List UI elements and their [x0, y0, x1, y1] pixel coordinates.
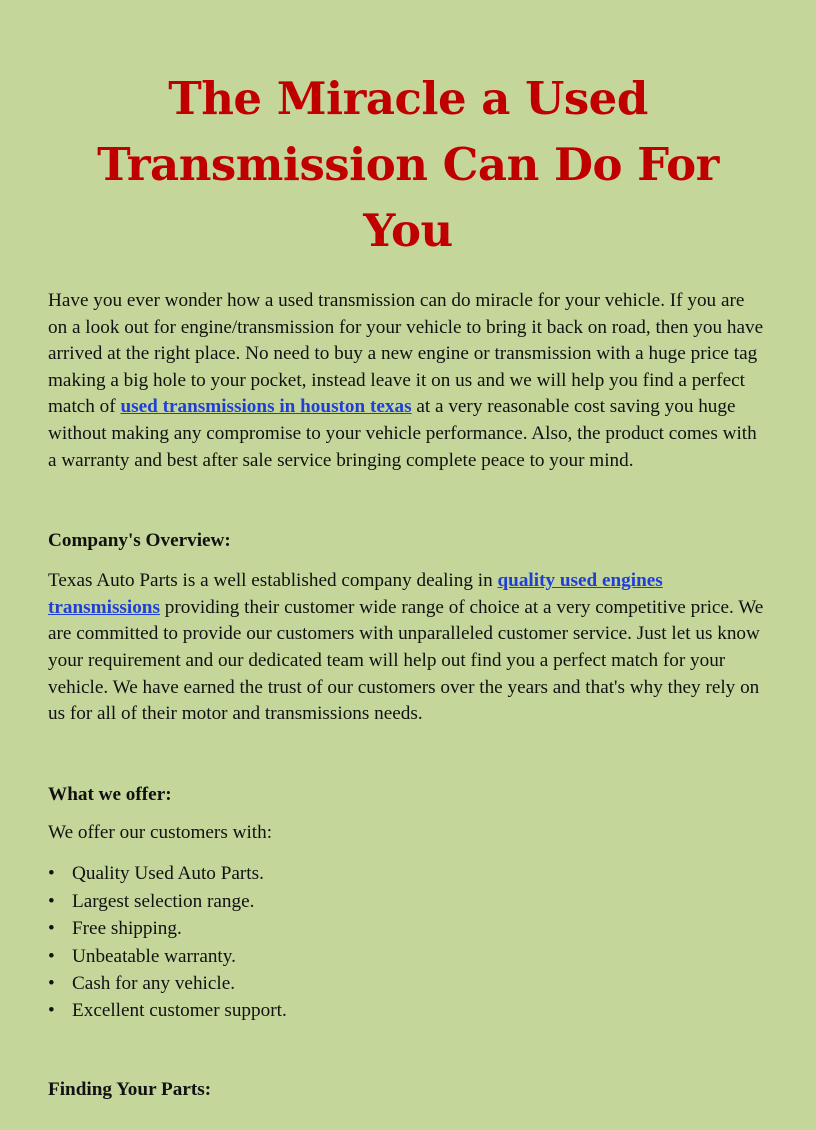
list-item — [48, 888, 768, 915]
list-item — [48, 970, 768, 997]
overview-heading: Company's Overview: — [48, 530, 231, 552]
bullet-icon: • — [48, 972, 55, 994]
bullet-icon: • — [48, 863, 55, 885]
offer-list — [48, 860, 768, 1024]
list-item-text: Unbeatable warranty. — [72, 945, 236, 967]
bullet-icon: • — [48, 1000, 55, 1022]
overview-paragraph — [48, 568, 768, 728]
list-item — [48, 860, 768, 887]
used-transmissions-link[interactable]: used transmissions in houston texas — [120, 396, 412, 418]
list-item-text: Quality Used Auto Parts. — [72, 863, 264, 885]
list-item-text: Free shipping. — [72, 918, 182, 940]
offer-lead: We offer our customers with: — [48, 821, 273, 843]
quality-used-engines-link[interactable]: quality used engines transmissions — [48, 570, 663, 618]
intro-paragraph — [48, 288, 768, 474]
finding-heading: Finding Your Parts: — [48, 1078, 212, 1100]
bullet-icon: • — [48, 890, 55, 912]
list-item — [48, 997, 768, 1024]
list-item — [48, 943, 768, 970]
overview-text-start: Texas Auto Parts is a well established company dealing in — [48, 570, 498, 592]
page-title: The Miracle a Used Transmission Can Do For You — [97, 72, 719, 257]
intro-text-end: at a very reasonable cost saving you huge without making any compromise to your vehicle performance. Also, the product comes with a warranty and best after sale service bringing complete peace to your mind. — [48, 396, 757, 471]
bullet-icon: • — [48, 918, 55, 940]
list-item-text: Excellent customer support. — [72, 1000, 287, 1022]
list-item-text: Cash for any vehicle. — [72, 972, 236, 994]
intro-text-start: Have you ever wonder how a used transmission can do miracle for your vehicle. If you are on a look out for engine/transmission for your vehicle to bring it back on road, then you have arrived at the right place. No need to buy a new engine or transmission with a huge price tag making a big hole to your pocket, instead leave it on us and we will help you find a perfect match of — [48, 290, 764, 418]
list-item — [48, 915, 768, 942]
list-item-text: Largest selection range. — [72, 890, 255, 912]
overview-text-end: providing their customer wide range of choice at a very competitive price. We are committed to provide our customers with unparalleled customer service. Just let us know your requirement and our dedicated team will help out find you a perfect match for your vehicle. We have earned the trust of our customers over the years and that's why they rely on us for all of their motor and transmissions needs. — [48, 596, 764, 725]
bullet-icon: • — [48, 945, 55, 967]
offer-heading: What we offer: — [48, 783, 172, 805]
